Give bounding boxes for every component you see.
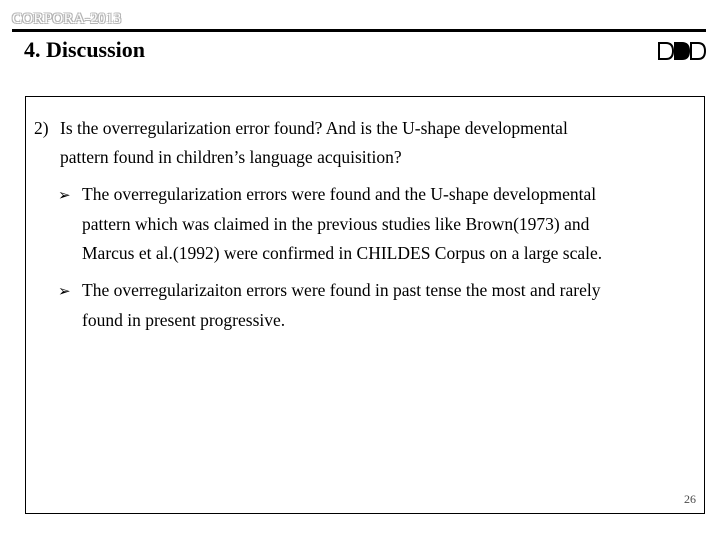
logo-glyph — [657, 41, 707, 61]
bullet-1-line-1: The overregularization errors were found and the U-shape developmental — [82, 184, 597, 204]
content-box — [25, 96, 705, 514]
bullet-2-line-1: The overregularizaiton errors were found in past tense the most and rarely — [82, 280, 601, 300]
finding-bullet-1 — [58, 180, 698, 268]
finding-bullet-2 — [58, 276, 698, 335]
header-rule — [12, 29, 706, 32]
bullet-1-line-2: pattern which was claimed in the previous studies like Brown(1973) and — [82, 214, 590, 234]
conference-watermark: CORPORA-2013 — [12, 11, 122, 27]
question-line-2: pattern found in children’s language acquisition? — [60, 147, 402, 167]
question-number: 2) — [34, 118, 49, 138]
slide-title: 4. Discussion — [24, 37, 146, 62]
bullet-1-line-3: Marcus et al.(1992) were confirmed in CHILDES Corpus on a large scale. — [82, 243, 603, 263]
arrow-bullet-icon: ➢ — [58, 282, 71, 300]
question-line-1: Is the overregularization error found? And is the U-shape developmental — [60, 118, 568, 138]
lab-logo-icon — [657, 41, 707, 61]
page-number: 26 — [684, 492, 696, 506]
discussion-question — [34, 114, 684, 172]
arrow-bullet-icon: ➢ — [58, 186, 71, 204]
bullet-2-line-2: found in present progressive. — [82, 310, 286, 330]
